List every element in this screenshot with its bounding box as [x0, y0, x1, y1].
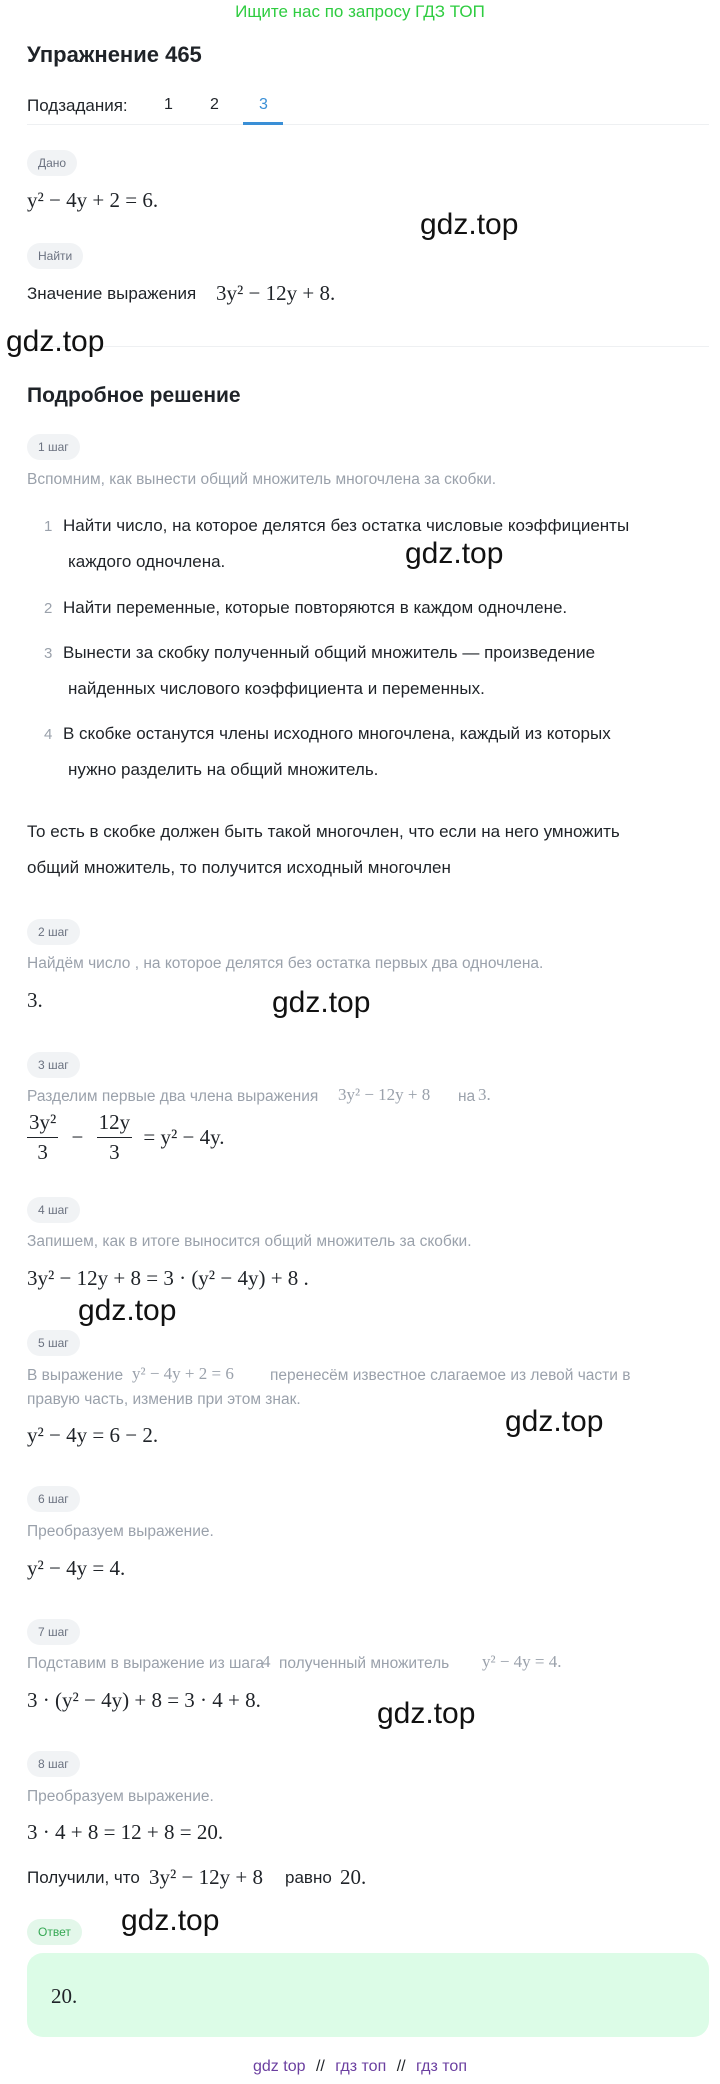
step-2-expression: 3. — [27, 988, 43, 1012]
fraction-numerator: 12y — [97, 1110, 133, 1138]
watermark: gdz.top — [405, 537, 504, 570]
footer-separator: // — [396, 2058, 406, 2075]
answer-box — [27, 1953, 709, 2037]
footer-link[interactable]: гдз топ — [416, 2058, 467, 2075]
find-expression: 3y² − 12y + 8. — [216, 281, 336, 305]
step-7-tag: 7 шаг — [27, 1619, 80, 1645]
step-4-text: Запишем, как в итоге выносится общий множитель за скобки. — [27, 1233, 472, 1250]
step-7-expression: 3 · (y² − 4y) + 8 = 3 · 4 + 8. — [27, 1688, 261, 1712]
step-2-tag: 2 шаг — [27, 919, 80, 945]
step-7-inline-expression: y² − 4y = 4. — [482, 1652, 562, 1671]
step-5-text: перенесём известное слагаемое из левой части в — [270, 1367, 631, 1384]
subtasks-label: Подзадания: — [27, 96, 128, 115]
tab-1[interactable]: 1 — [164, 96, 173, 113]
fraction-denominator: 3 — [109, 1140, 120, 1164]
list-item-number: 1 — [44, 518, 53, 535]
list-item-line: найденных числового коэффициента и переменных. — [68, 679, 485, 698]
tab-2[interactable]: 2 — [210, 96, 219, 113]
step-3-inline-expression: 3y² − 12y + 8 — [338, 1085, 431, 1104]
find-tag: Найти — [27, 243, 83, 269]
list-item-line: В скобке останутся члены исходного многочлена, каждый из которых — [63, 724, 611, 743]
solution-title: Подробное решение — [27, 384, 241, 407]
fraction-denominator: 3 — [37, 1140, 48, 1164]
list-item-number: 2 — [44, 600, 53, 617]
list-item-line: Вынести за скобку полученный общий множитель — произведение — [63, 643, 596, 662]
step-3-text-mid: на — [458, 1088, 476, 1105]
footer-link[interactable]: gdz top — [253, 2058, 306, 2075]
answer-value: 20. — [51, 1984, 78, 2008]
result-text: равно — [285, 1868, 332, 1887]
step-5-text: правую часть, изменив при этом знак. — [27, 1391, 301, 1408]
step-5-text: В выражение — [27, 1367, 124, 1384]
step-2-text: Найдём число , на которое делятся без остатка первых два одночлена. — [27, 955, 544, 972]
result-text: Получили, что — [27, 1868, 140, 1887]
top-banner[interactable]: Ищите нас по запросу ГДЗ ТОП — [235, 2, 485, 21]
tabs-divider — [27, 124, 709, 125]
watermark: gdz.top — [377, 1697, 476, 1730]
step-7-text: Подставим в выражение из шага — [27, 1655, 264, 1672]
step-3-tag: 3 шаг — [27, 1052, 80, 1078]
fraction-numerator: 3y² — [27, 1110, 58, 1138]
step-6-tag: 6 шаг — [27, 1486, 80, 1512]
result-expression: 3y² − 12y + 8 — [149, 1865, 263, 1889]
step-3-result: = y² − 4y. — [143, 1125, 225, 1149]
watermark: gdz.top — [420, 208, 519, 241]
result-value: 20. — [340, 1865, 367, 1889]
step-4-expression: 3y² − 12y + 8 = 3 · (y² − 4y) + 8 . — [27, 1266, 309, 1290]
watermark: gdz.top — [272, 986, 371, 1019]
watermark: gdz.top — [6, 325, 105, 358]
step-1-conclusion: общий множитель, то получится исходный многочлен — [27, 858, 451, 877]
active-tab-indicator — [243, 122, 283, 125]
list-item-line: каждого одночлена. — [68, 552, 226, 571]
footer-links — [0, 2058, 720, 2076]
watermark: gdz.top — [78, 1294, 177, 1327]
list-item-number: 3 — [44, 645, 53, 662]
list-item-line: Найти число, на которое делятся без остатка числовые коэффициенты — [63, 516, 630, 535]
step-3-formula — [27, 1110, 225, 1165]
minus-sign: − — [71, 1125, 84, 1149]
tab-3[interactable]: 3 — [259, 96, 268, 113]
watermark: gdz.top — [505, 1405, 604, 1438]
footer-separator: // — [315, 2058, 325, 2075]
list-item-line: нужно разделить на общий множитель. — [68, 760, 379, 779]
step-6-expression: y² − 4y = 4. — [27, 1556, 126, 1580]
step-8-tag: 8 шаг — [27, 1751, 80, 1777]
list-item-line: Найти переменные, которые повторяются в каждом одночлене. — [63, 598, 568, 617]
step-8-text: Преобразуем выражение. — [27, 1788, 214, 1805]
footer-link[interactable]: гдз топ — [335, 2058, 387, 2075]
page-title: Упражнение 465 — [27, 42, 202, 67]
step-5-expression: y² − 4y = 6 − 2. — [27, 1423, 159, 1447]
given-tag: Дано — [27, 150, 77, 176]
given-expression: y² − 4y + 2 = 6. — [27, 188, 159, 212]
watermark: gdz.top — [121, 1904, 220, 1937]
step-7-inline-number: 4 — [262, 1652, 271, 1671]
find-text: Значение выражения — [27, 284, 197, 303]
answer-tag: Ответ — [27, 1919, 82, 1945]
section-divider — [27, 346, 709, 347]
step-1-intro: Вспомним, как вынести общий множитель многочлена за скобки. — [27, 471, 497, 488]
step-5-inline-expression: y² − 4y + 2 = 6 — [132, 1364, 234, 1383]
step-4-tag: 4 шаг — [27, 1197, 80, 1223]
step-1-tag: 1 шаг — [27, 434, 80, 460]
list-item-number: 4 — [44, 726, 53, 743]
step-1-conclusion: То есть в скобке должен быть такой многочлен, что если на него умножить — [27, 822, 620, 841]
step-8-expression: 3 · 4 + 8 = 12 + 8 = 20. — [27, 1820, 224, 1844]
step-3-text: Разделим первые два члена выражения — [27, 1088, 319, 1105]
step-6-text: Преобразуем выражение. — [27, 1523, 214, 1540]
step-7-text: полученный множитель — [279, 1655, 450, 1672]
step-5-tag: 5 шаг — [27, 1330, 80, 1356]
step-3-inline-number: 3. — [478, 1085, 491, 1104]
